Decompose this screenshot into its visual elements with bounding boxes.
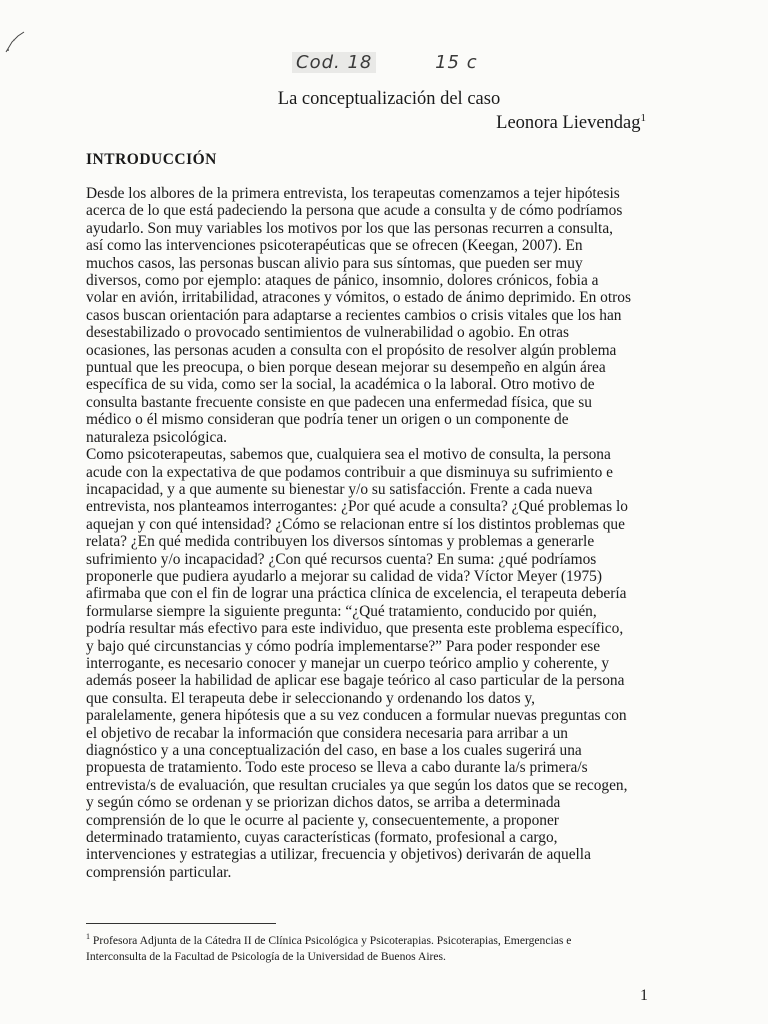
body-line: casos buscan orientación para adaptarse a recientes cambios o crisis vitales que los han <box>86 306 622 324</box>
body-line: muchos casos, las personas buscan alivio para sus síntomas, que pueden ser muy <box>86 254 583 272</box>
body-line: consulta bastante frecuente consiste en que padecen una enfermedad física, que su <box>86 393 592 411</box>
body-line: propuesta de tratamiento. Todo este proceso se lleva a cabo durante la/s primera/s <box>86 759 588 777</box>
document-title: La conceptualización del caso <box>277 89 501 109</box>
handwritten-annotation <box>292 52 478 73</box>
handwritten-code: Cod. 18 <box>292 52 376 73</box>
body-line: proponerle que pudiera ayudarlo a mejorar su calidad de vida? Víctor Meyer (1975) <box>86 567 602 585</box>
body-line: podría resultar más efectivo para este individuo, que presenta este problema específico, <box>86 620 624 638</box>
body-line: el objetivo de recabar la información que considera necesaria para arribar a un <box>86 724 568 742</box>
body-line: naturaleza psicológica. <box>86 428 228 446</box>
author-name: Leonora Lievendag <box>496 113 641 133</box>
author-line <box>496 113 646 134</box>
body-line: desestabilizado o provocado sentimientos de vulnerabilidad o agobio. En otras <box>86 324 569 342</box>
footnote-line <box>86 933 676 949</box>
body-line: diversos, como por ejemplo: ataques de pánico, insomnio, dolores crónicos, fobia a <box>86 272 599 290</box>
body-line: relata? ¿En qué medida contribuyen los diversos síntomas y problemas a generarle <box>86 533 595 551</box>
body-line: además poseer la habilidad de aplicar ese bagaje teórico al caso particular de la persona <box>86 672 625 690</box>
footnote-ref: 1 <box>86 932 90 942</box>
body-line: comprensión de lo que le ocurre al paciente y, consecuentemente, a proponer <box>86 811 559 829</box>
scan-artifact-mark <box>2 28 30 56</box>
body-line: aquejan y con qué intensidad? ¿Cómo se relacionan entre sí los distintos problemas que <box>86 515 625 533</box>
body-line: entrevista/s de evaluación, que resultan cruciales ya que según los datos que se recogen, <box>86 776 628 794</box>
body-line: ayudarlo. Son muy variables los motivos por los que las personas recurren a consulta, <box>86 219 614 237</box>
body-line: diagnóstico y a una conceptualización del caso, en base a los cuales sugerirá una <box>86 742 582 759</box>
body-line: intervenciones y estrategias a utilizar, frecuencia y objetivos) derivarán de aquella <box>86 846 591 864</box>
author-footnote-ref: 1 <box>640 111 646 124</box>
body-line: incapacidad, y a que aumente su bienestar y/o su satisfacción. Frente a cada nueva <box>86 480 593 498</box>
body-line: entrevista, nos planteamos interrogantes: ¿Por qué acude a consulta? ¿Qué problemas lo <box>86 498 628 516</box>
body-line: así como las intervenciones psicoterapéuticas que se ofrecen (Keegan, 2007). En <box>86 237 583 255</box>
body-line: Como psicoterapeutas, sabemos que, cualquiera sea el motivo de consulta, la persona <box>86 446 611 464</box>
footnote-line: Interconsulta de la Facultad de Psicología de la Universidad de Buenos Aires. <box>86 950 446 963</box>
body-line: acerca de lo que está padeciendo la persona que acude a consulta y de cómo podríamos <box>86 202 623 220</box>
handwritten-number: 15 c <box>435 52 478 73</box>
body-line: Desde los albores de la primera entrevista, los terapeutas comenzamos a tejer hipótesis <box>86 185 620 202</box>
body-line: puntual que les preocupa, o bien porque desean mejorar su desempeño en algún área <box>86 359 606 377</box>
footnote <box>86 933 676 965</box>
body-line: determinado tratamiento, cuyas características (formato, profesional a cargo, <box>86 829 558 847</box>
body-line: y bajo qué circunstancias y cómo podría implementarse?” Para poder responder ese <box>86 637 601 655</box>
body-line: ocasiones, las personas acuden a consulta con el propósito de resolver algún problema <box>86 341 617 359</box>
page-number: 1 <box>640 987 648 1004</box>
footnote-text: Profesora Adjunta de la Cátedra II de Clínica Psicológica y Psicoterapias. Psicoterapias, Emergencias e <box>90 934 572 947</box>
body-line: afirmaba que con el fin de lograr una práctica clínica de excelencia, el terapeuta debería <box>86 585 627 603</box>
footnote-divider <box>86 923 276 924</box>
body-line: y según cómo se ordenan y se priorizan dichos datos, se arriba a determinada <box>86 794 561 812</box>
body-line: volar en avión, irritabilidad, atracones y vómitos, o estado de ánimo deprimido. En otros <box>86 289 631 307</box>
body-line: interrogante, es necesario conocer y manejar un cuerpo teórico amplio y coherente, y <box>86 654 610 672</box>
body-line: específica de su vida, como ser la social, la académica o la laboral. Otro motivo de <box>86 376 595 394</box>
body-text <box>86 185 670 881</box>
body-line: médico o él mismo consideran que podría tener un origen o un componente de <box>86 411 569 429</box>
section-heading: INTRODUCCIÓN <box>86 151 217 168</box>
body-line: comprensión particular. <box>86 863 232 881</box>
body-line: formularse siempre la siguiente pregunta: “¿Qué tratamiento, conducido por quién, <box>86 602 597 620</box>
body-line: que consulta. El terapeuta debe ir seleccionando y ordenando los datos y, <box>86 689 536 707</box>
body-line: paralelamente, genera hipótesis que a su vez conducen a formular nuevas preguntas con <box>86 707 627 725</box>
body-line: acude con la expectativa de que podamos contribuir a que disminuya su sufrimiento e <box>86 463 613 481</box>
body-line: sufrimiento y/o incapacidad? ¿Con qué recursos cuenta? En suma: ¿qué podríamos <box>86 550 597 568</box>
